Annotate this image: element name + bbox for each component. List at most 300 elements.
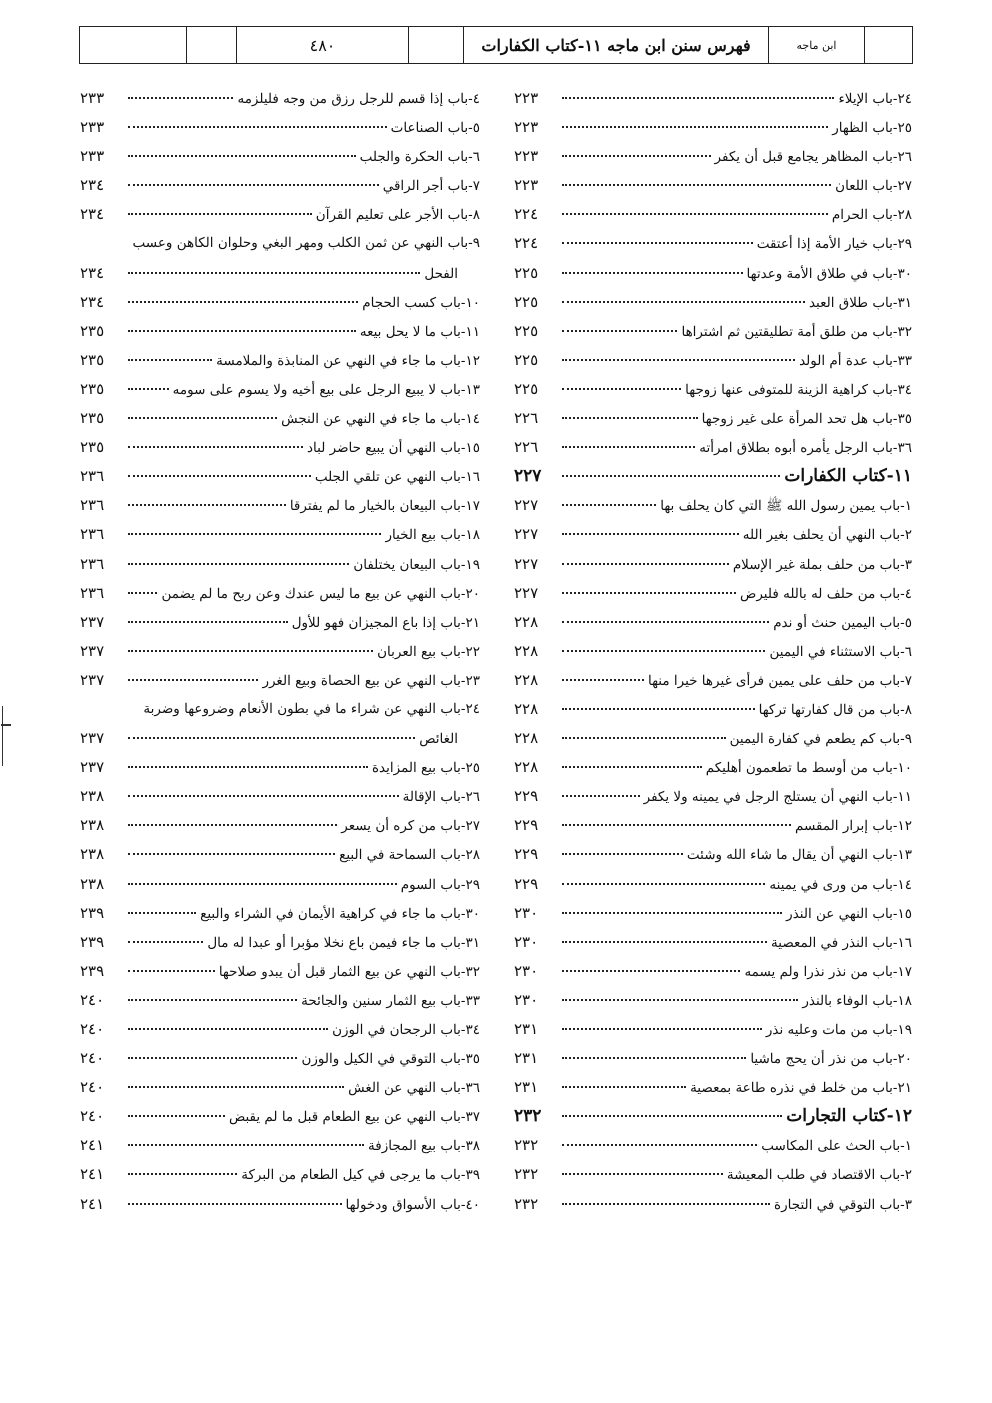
entry-page-number: ٢٢٨: [514, 758, 539, 777]
entry-title: ٢٧-باب من كره أن يسعر: [341, 818, 480, 835]
dot-leader: [562, 533, 739, 535]
index-entry: [514, 229, 912, 258]
dot-leader: [562, 1086, 686, 1088]
entry-page-number: ٢٣٧: [80, 670, 105, 689]
index-entry: [80, 986, 480, 1015]
entry-title: ٢٩-باب السوم: [400, 876, 480, 893]
entry-title: ٢٤-باب النهي عن شراء ما في بطون الأنعام وضروعها وضربة: [143, 700, 480, 717]
entry-title: ٢٤-باب الإيلاء: [838, 91, 912, 107]
entry-title: ٢١-باب إذا باع المجيزان فهو للأول: [291, 614, 480, 631]
index-entry: [80, 317, 480, 346]
dot-leader: [562, 1115, 782, 1117]
index-entry: [80, 200, 480, 229]
index-entry: [514, 811, 912, 840]
index-entry: [80, 840, 480, 869]
entry-title: ٢٩-باب خيار الأمة إذا أعتقت: [756, 236, 912, 253]
entry-page-number: ٢٢٥: [514, 263, 539, 282]
index-entry: [514, 491, 912, 520]
index-entry: [80, 375, 480, 404]
index-entry: [80, 957, 480, 986]
dot-leader: [128, 417, 277, 419]
entry-page-number: ٢٣٥: [80, 379, 105, 398]
entry-page-number: ٢٣٢: [514, 1165, 539, 1184]
index-entry: [80, 84, 480, 113]
entry-title: ٥-باب الصناعات: [390, 120, 480, 137]
entry-title: ٧-باب أجر الراقي: [382, 178, 480, 195]
dot-leader: [562, 388, 681, 390]
dot-leader: [128, 941, 203, 943]
entry-title: ١٣-باب لا يبيع الرجل على بيع أخيه ولا يسوم على سومه: [172, 381, 480, 398]
entry-title: ١٠-باب من أوسط ما تطعمون أهليكم: [705, 760, 912, 777]
index-entry: [80, 171, 480, 200]
index-entry: [80, 666, 480, 695]
entry-title: ١٧-باب من نذر نذرا ولم يسمه: [744, 963, 912, 980]
entry-title: ١٢-باب ما جاء في النهي عن المنابذة والملامسة: [216, 352, 480, 369]
index-entry: [514, 200, 912, 229]
index-entry: [514, 957, 912, 986]
dot-leader: [128, 301, 358, 303]
dot-leader: [128, 912, 196, 914]
entry-title: ١٦-باب النهي عن تلقي الجلب: [314, 469, 480, 486]
entry-page-number: ٢٣٨: [80, 787, 105, 806]
dot-leader: [128, 999, 297, 1001]
entry-page-number: ٢٢٨: [514, 699, 539, 718]
dot-leader: [128, 504, 286, 506]
entry-page-number: ٢٢٧: [514, 466, 542, 487]
entry-page-number: ٢٣٨: [80, 816, 105, 835]
entry-page-number: ٢٢٣: [514, 147, 539, 166]
index-entry: [80, 724, 480, 753]
index-entry: [80, 1160, 480, 1189]
dot-leader: [128, 155, 356, 157]
index-entry: [514, 870, 912, 899]
entry-page-number: ٢٢٨: [514, 612, 539, 631]
dot-leader: [128, 1057, 297, 1059]
dot-leader: [562, 417, 698, 419]
index-entry: [80, 637, 480, 666]
entry-page-number: ٢٤١: [80, 1136, 105, 1155]
entry-title: ٦-باب الاستثناء في اليمين: [769, 643, 912, 660]
entry-title: ١٣-باب النهي أن يقال ما شاء الله وشئت: [686, 847, 912, 864]
entry-page-number: ٢٢٨: [514, 729, 539, 748]
index-entry: [80, 229, 480, 258]
dot-leader: [562, 1057, 746, 1059]
index-entry: [80, 491, 480, 520]
index-entry: [514, 899, 912, 928]
entry-page-number: ٢٤١: [80, 1165, 105, 1184]
entry-title: ٣-باب التوقي في التجارة: [774, 1196, 912, 1213]
entry-title: ٢٥-باب الظهار: [832, 120, 912, 137]
dot-leader: [562, 97, 834, 99]
entry-title: ١-باب الحث على المكاسب: [761, 1138, 912, 1155]
dot-leader: [562, 1173, 723, 1175]
entry-page-number: ٢٢٥: [514, 379, 539, 398]
dot-leader: [562, 883, 765, 885]
entry-title: ٢٠-باب من نذر أن يحج ماشيا: [750, 1051, 912, 1068]
index-entry: [514, 1015, 912, 1044]
index-entry: [514, 1044, 912, 1073]
dot-leader: [562, 912, 782, 914]
entry-page-number: ٢٢٧: [514, 583, 539, 602]
index-entry: [514, 375, 912, 404]
entry-title: ٢٨-باب السماحة في البيع: [339, 847, 480, 864]
header-cell-empty: [408, 27, 463, 63]
index-entry: [514, 695, 912, 724]
entry-page-number: ٢٣١: [514, 1078, 539, 1097]
entry-title: ٢٥-باب بيع المزايدة: [371, 760, 480, 777]
header-cell-empty: [864, 27, 912, 63]
dot-leader: [128, 1086, 344, 1088]
entry-page-number: ٢٣٣: [80, 118, 105, 137]
entry-title: ٤٠-باب الأسواق ودخولها: [345, 1196, 480, 1213]
entry-title: ١-باب يمين رسول الله ﷺ التي كان يحلف بها: [660, 498, 912, 515]
entry-page-number: ٢٤٠: [80, 1107, 105, 1126]
index-entry: [80, 782, 480, 811]
dot-leader: [562, 330, 677, 332]
entry-page-number: ٢٢٥: [514, 350, 539, 369]
index-entry: [80, 520, 480, 549]
entry-page-number: ٢٢٩: [514, 845, 539, 864]
dot-leader: [562, 999, 798, 1001]
entry-page-number: ٢٣٠: [514, 961, 539, 980]
entry-page-number: ٢٤٠: [80, 1078, 105, 1097]
dot-leader: [128, 853, 335, 855]
dot-leader: [128, 883, 397, 885]
dot-leader: [128, 650, 373, 652]
entry-title: ٣٥-باب هل تحد المرأة على غير زوجها: [701, 411, 912, 428]
entry-page-number: ٢٤٠: [80, 1049, 105, 1068]
entry-page-number: ٢٣٤: [80, 176, 105, 195]
entry-page-number: ٢٢٧: [514, 496, 539, 515]
dot-leader: [562, 272, 743, 274]
entry-page-number: ٢٢٩: [514, 816, 539, 835]
entry-title: الفحل: [424, 265, 458, 282]
dot-leader: [562, 446, 695, 448]
dot-leader: [128, 737, 415, 739]
index-entry: [514, 840, 912, 869]
dot-leader: [128, 679, 258, 681]
index-entry: [514, 142, 912, 171]
index-entry: [80, 811, 480, 840]
dot-leader: [128, 1144, 364, 1146]
entry-title: ٢١-باب من خلط في نذره طاعة بمعصية: [690, 1080, 912, 1097]
entry-title: ٤-باب من حلف له بالله فليرض: [740, 585, 912, 602]
entry-title: ٧-باب من حلف على يمين فرأى غيرها خيرا منها: [647, 672, 912, 689]
dot-leader: [128, 824, 337, 826]
entry-page-number: ٢٣٠: [514, 903, 539, 922]
index-entry: [514, 666, 912, 695]
entry-page-number: ٢٣٤: [80, 292, 105, 311]
entry-title: ١٤-باب ما جاء في النهي عن النجش: [281, 411, 480, 428]
dot-leader: [562, 970, 740, 972]
entry-page-number: ٢٤٠: [80, 1020, 105, 1038]
index-entry: [514, 637, 912, 666]
header-title: فهرس سنن ابن ماجه ١١-كتاب الكفارات: [463, 27, 768, 63]
dot-leader: [562, 737, 726, 739]
entry-title: ١٥-باب النهي أن يبيع حاضر لباد: [307, 440, 480, 457]
entry-title: ٣٣-باب بيع الثمار سنين والجائحة: [301, 992, 480, 1009]
entry-title: ١١-باب النهي أن يستلج الرجل في يمينه ولا يكفر: [643, 789, 912, 806]
entry-page-number: ٢٣٣: [80, 147, 105, 166]
entry-page-number: ٢٣٦: [80, 496, 105, 515]
index-entry: [514, 986, 912, 1015]
dot-leader: [128, 97, 233, 99]
index-entry: [80, 550, 480, 579]
dot-leader: [562, 155, 711, 157]
dot-leader: [562, 795, 640, 797]
index-entry: [514, 724, 912, 753]
dot-leader: [128, 1203, 342, 1205]
entry-title: ٣٥-باب التوقي في الكيل والوزن: [301, 1051, 480, 1068]
entry-title: ٣١-باب طلاق العبد: [808, 294, 912, 311]
dot-leader: [562, 1203, 770, 1205]
entry-title: ٣٦-باب الرجل يأمره أبوه بطلاق امرأته: [699, 440, 912, 457]
dot-leader: [128, 766, 368, 768]
entry-page-number: ٢٤٠: [80, 990, 105, 1009]
index-entry: [514, 1131, 912, 1160]
entry-page-number: ٢٣٦: [80, 525, 105, 544]
dot-leader: [562, 824, 791, 826]
dot-leader: [562, 766, 702, 768]
entry-page-number: ٢٣٧: [80, 729, 105, 748]
entry-page-number: ٢٢٤: [514, 234, 539, 253]
index-entry: [80, 870, 480, 899]
dot-leader: [128, 533, 381, 535]
index-entry: [514, 579, 912, 608]
entry-page-number: ٢٣٠: [514, 990, 539, 1009]
entry-title: ٩-باب النهي عن ثمن الكلب ومهر البغي وحلوان الكاهن وعسب: [132, 235, 480, 252]
entry-page-number: ٢٢٤: [514, 205, 539, 224]
entry-title: ١٠-باب كسب الحجام: [362, 294, 480, 311]
entry-title: ٣٠-باب في طلاق الأمة وعدتها: [746, 265, 912, 282]
entry-page-number: ٢٢٧: [514, 554, 539, 573]
page-header: [79, 26, 913, 64]
entry-page-number: ٢٢٧: [514, 525, 539, 544]
entry-title: ١١-كتاب الكفارات: [784, 466, 912, 487]
dot-leader: [562, 242, 753, 244]
entry-title: ١١-باب ما لا يحل بيعه: [359, 323, 480, 340]
index-entry: [514, 520, 912, 549]
header-book-name: ابن ماجه: [768, 27, 864, 63]
index-entry: [514, 404, 912, 433]
index-column-left: [80, 84, 480, 1219]
book-heading: [514, 1102, 912, 1131]
index-entry: [80, 1044, 480, 1073]
entry-title: ٣-باب من حلف بملة غير الإسلام: [732, 556, 912, 573]
entry-page-number: ٢٣٢: [514, 1136, 539, 1155]
index-entry: [80, 142, 480, 171]
index-entry: [514, 1190, 912, 1219]
dot-leader: [562, 679, 644, 681]
entry-page-number: ٢٣٠: [514, 932, 539, 951]
dot-leader: [128, 1115, 225, 1117]
entry-title: ٣٢-باب من طلق أمة تطليقتين ثم اشتراها: [681, 323, 912, 340]
index-entry: [80, 404, 480, 433]
entry-page-number: ٢٢٣: [514, 118, 539, 137]
entry-page-number: ٢٣٤: [80, 205, 105, 224]
index-entry: [80, 113, 480, 142]
entry-title: ١٧-باب البيعان بالخيار ما لم يفترقا: [289, 498, 480, 515]
index-entry: [514, 782, 912, 811]
index-entry: [514, 1073, 912, 1102]
index-entry: [514, 288, 912, 317]
entry-title: ٢٦-باب المظاهر يجامع قبل أن يكفر: [714, 149, 912, 166]
entry-page-number: ٢٣٩: [80, 903, 105, 922]
index-entry: [80, 462, 480, 491]
entry-page-number: ٢٣٦: [80, 554, 105, 573]
index-entry: [80, 1102, 480, 1131]
entry-title: ٣١-باب ما جاء فيمن باع نخلا مؤبرا أو عبدا له مال: [207, 934, 480, 951]
dot-leader: [562, 213, 828, 215]
entry-page-number: ٢٣٦: [80, 467, 105, 486]
dot-leader: [562, 853, 683, 855]
dot-leader: [128, 213, 312, 215]
entry-page-number: ٢٢٦: [514, 409, 539, 428]
index-column-right: [514, 84, 912, 1219]
entry-title: ٣٠-باب ما جاء في كراهية الأيمان في الشراء والبيع: [200, 905, 480, 922]
entry-page-number: ٢٣٧: [80, 612, 105, 631]
entry-page-number: ٢٣٧: [80, 641, 105, 660]
entry-title: ١٩-باب من مات وعليه نذر: [765, 1022, 912, 1038]
index-entry: [80, 753, 480, 782]
entry-page-number: ٢٣٤: [80, 263, 105, 282]
dot-leader: [128, 1173, 237, 1175]
dot-leader: [562, 621, 769, 623]
index-entry: [80, 579, 480, 608]
index-entry: [80, 695, 480, 724]
dot-leader: [562, 359, 795, 361]
entry-page-number: ٢٣٢: [514, 1106, 542, 1127]
entry-title: الغائص: [419, 731, 458, 748]
index-entry: [514, 1160, 912, 1189]
entry-page-number: ٢٢٦: [514, 438, 539, 457]
dot-leader: [128, 446, 303, 448]
entry-page-number: ٢٣١: [514, 1049, 539, 1068]
entry-title: ٢٠-باب النهي عن بيع ما ليس عندك وعن ربح ما لم يضمن: [161, 585, 480, 602]
dot-leader: [128, 592, 157, 594]
entry-page-number: ٢٢٩: [514, 787, 539, 806]
entry-title: ٣٦-باب النهي عن الغش: [348, 1080, 480, 1097]
dot-leader: [562, 1144, 757, 1146]
entry-page-number: ٢٢٥: [514, 321, 539, 340]
entry-title: ٨-باب الأجر على تعليم القرآن: [315, 207, 480, 224]
dot-leader: [128, 126, 387, 128]
entry-page-number: ٢٣٩: [80, 932, 105, 951]
dot-leader: [562, 504, 656, 506]
entry-page-number: ٢٢٣: [514, 176, 539, 195]
index-entry: [514, 171, 912, 200]
dot-leader: [128, 970, 215, 972]
entry-title: ١٢-باب إبرار المقسم: [795, 818, 912, 835]
entry-page-number: ٢٣٦: [80, 583, 105, 602]
entry-title: ١٩-باب البيعان يختلفان: [353, 556, 480, 573]
dot-leader: [128, 359, 212, 361]
index-entry: [80, 608, 480, 637]
entry-title: ٤-باب إذا قسم للرجل رزق من وجه فليلزمه: [237, 91, 480, 107]
entry-page-number: ٢٢٩: [514, 874, 539, 893]
entry-title: ٢٣-باب النهي عن بيع الحصاة وبيع الغرر: [262, 672, 480, 689]
dot-leader: [562, 475, 780, 477]
header-cell-empty: [186, 27, 236, 63]
entry-title: ٢٢-باب بيع العربان: [377, 643, 480, 660]
index-entry: [514, 84, 912, 113]
entry-title: ٦-باب الحكرة والجلب: [359, 149, 480, 166]
dot-leader: [562, 592, 736, 594]
entry-page-number: ٢٣٨: [80, 845, 105, 864]
entry-page-number: ٢٣٣: [80, 89, 105, 107]
dot-leader: [128, 388, 169, 390]
dot-leader: [562, 708, 755, 710]
entry-page-number: ٢٣٨: [80, 874, 105, 893]
book-heading: [514, 462, 912, 491]
entry-title: ٢-باب النهي أن يحلف بغير الله: [742, 527, 912, 544]
index-entry: [514, 608, 912, 637]
header-cell-empty: [80, 27, 186, 63]
index-entry: [80, 928, 480, 957]
index-entry: [514, 928, 912, 957]
dot-leader: [128, 563, 349, 565]
index-entry: [514, 259, 912, 288]
dot-leader: [562, 650, 765, 652]
entry-title: ٨-باب من قال كفارتها تركها: [758, 701, 912, 718]
index-entry: [514, 433, 912, 462]
dot-leader: [128, 184, 379, 186]
margin-mark: [2, 706, 13, 766]
entry-title: ١٨-باب الوفاء بالنذر: [802, 992, 912, 1009]
index-entry: [80, 259, 480, 288]
entry-title: ٣٩-باب ما يرجى في كيل الطعام من البركة: [241, 1167, 480, 1184]
index-entry: [514, 346, 912, 375]
entry-title: ٢٧-باب اللعان: [835, 178, 912, 195]
entry-title: ٩-باب كم يطعم في كفارة اليمين: [729, 731, 912, 748]
entry-title: ١٢-كتاب التجارات: [786, 1106, 912, 1127]
dot-leader: [128, 621, 288, 623]
index-entry: [80, 1131, 480, 1160]
entry-title: ٣٢-باب النهي عن بيع الثمار قبل أن يبدو صلاحها: [218, 963, 480, 980]
entry-title: ٢٦-باب الإقالة: [402, 789, 480, 806]
entry-title: ١٤-باب من ورى في يمينه: [769, 876, 912, 893]
dot-leader: [562, 1028, 762, 1030]
index-entry: [80, 433, 480, 462]
entry-page-number: ٢٣٥: [80, 409, 105, 428]
dot-leader: [128, 330, 356, 332]
index-entry: [80, 1015, 480, 1044]
index-entry: [514, 317, 912, 346]
dot-leader: [562, 941, 767, 943]
index-entry: [80, 1073, 480, 1102]
entry-page-number: ٢٢٨: [514, 670, 539, 689]
entry-page-number: ٢٢٥: [514, 292, 539, 311]
dot-leader: [562, 301, 805, 303]
index-entry: [80, 346, 480, 375]
dot-leader: [562, 126, 828, 128]
entry-page-number: ٢٣٥: [80, 350, 105, 369]
index-entry: [514, 753, 912, 782]
entry-title: ١٦-باب النذر في المعصية: [771, 934, 912, 951]
entry-page-number: ٢٢٣: [514, 89, 539, 107]
index-entry: [514, 550, 912, 579]
dot-leader: [562, 563, 729, 565]
dot-leader: [562, 184, 831, 186]
page-number: ٤٨٠: [236, 27, 408, 63]
entry-page-number: ٢٣٥: [80, 438, 105, 457]
dot-leader: [128, 272, 420, 274]
entry-page-number: ٢٣٥: [80, 321, 105, 340]
entry-page-number: ٢٣٩: [80, 961, 105, 980]
entry-title: ١٥-باب النهي عن النذر: [786, 905, 912, 922]
index-entry: [80, 899, 480, 928]
entry-page-number: ٢٢٨: [514, 641, 539, 660]
